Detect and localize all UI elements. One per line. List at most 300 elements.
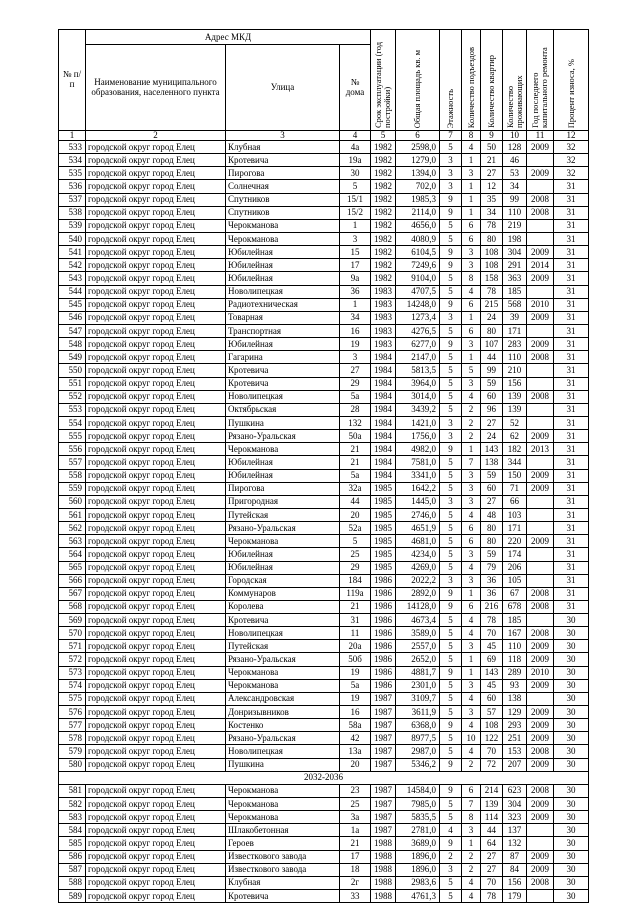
cell-floors: 5 [440,522,462,535]
cell-street: Черокманова [226,798,340,811]
cell-number: 574 [59,679,86,692]
cell-entrances: 4 [462,692,481,705]
cell-floors: 3 [440,311,462,324]
table-row [59,798,589,811]
cell-street: Пирогова [226,482,340,495]
cell-house: 5 [340,535,371,548]
cell-apartments: 70 [481,876,503,889]
cell-entrances: 8 [462,811,481,824]
cell-number: 560 [59,495,86,508]
cell-area: 2114,0 [396,206,440,219]
cell-municipality: городской округ город Елец [86,482,226,495]
cell-floors: 9 [440,206,462,219]
cell-apartments: 60 [481,482,503,495]
cell-wear: 31 [554,548,589,561]
cell-wear: 31 [554,600,589,613]
cell-wear: 32 [554,154,589,167]
cell-floors: 5 [440,798,462,811]
cell-entrances: 3 [462,246,481,259]
cell-number: 549 [59,351,86,364]
cell-year: 1987 [371,692,396,705]
cell-street: Пирогова [226,167,340,180]
cell-wear: 30 [554,745,589,758]
cell-year: 1983 [371,338,396,351]
cell-year: 1987 [371,706,396,719]
cell-house: 119а [340,587,371,600]
cell-apartments: 138 [481,456,503,469]
cell-house: 20 [340,508,371,521]
cell-residents: 129 [503,706,527,719]
cell-number: 584 [59,824,86,837]
cell-area: 702,0 [396,180,440,193]
cell-floors: 4 [440,824,462,837]
table-body-a [59,141,589,772]
cell-repair-year [527,403,554,416]
cell-apartments: 60 [481,390,503,403]
cell-repair-year: 2008 [527,390,554,403]
cell-residents: 99 [503,193,527,206]
cell-year: 1982 [371,259,396,272]
cell-street: Коммунаров [226,587,340,600]
cell-residents: 304 [503,246,527,259]
table-row [59,193,589,206]
cell-year: 1986 [371,587,396,600]
cell-residents: 323 [503,811,527,824]
cell-house: 19 [340,692,371,705]
cell-street: Новолипецкая [226,390,340,403]
cell-floors: 3 [440,574,462,587]
cell-residents: 128 [503,141,527,154]
cell-residents: 153 [503,745,527,758]
table-row [59,600,589,613]
cell-apartments: 108 [481,259,503,272]
cell-municipality: городской округ город Елец [86,259,226,272]
cell-number: 553 [59,403,86,416]
table-row [59,482,589,495]
cell-number: 580 [59,758,86,771]
cell-residents: 110 [503,640,527,653]
cell-house: 29 [340,561,371,574]
cell-number: 539 [59,219,86,232]
cell-area: 2781,0 [396,824,440,837]
cell-wear: 30 [554,653,589,666]
cell-year: 1987 [371,745,396,758]
cell-house: 50а [340,430,371,443]
cell-street: Кротевича [226,890,340,903]
cell-apartments: 45 [481,640,503,653]
cell-number: 578 [59,732,86,745]
cell-area: 1896,0 [396,850,440,863]
cell-wear: 31 [554,206,589,219]
cell-wear: 31 [554,193,589,206]
table-row [59,837,589,850]
cell-street: Черокманова [226,443,340,456]
cell-wear: 30 [554,784,589,797]
cell-area: 1279,0 [396,154,440,167]
table-row [59,364,589,377]
cell-number: 542 [59,259,86,272]
cell-apartments: 108 [481,719,503,732]
cell-residents: 283 [503,338,527,351]
cell-municipality: городской округ город Елец [86,850,226,863]
cell-wear: 31 [554,416,589,429]
cell-residents: 182 [503,443,527,456]
cell-wear: 31 [554,311,589,324]
cell-repair-year: 2009 [527,338,554,351]
cell-wear: 31 [554,561,589,574]
cell-area: 2652,0 [396,653,440,666]
cell-residents: 210 [503,364,527,377]
cell-wear: 30 [554,876,589,889]
cell-floors: 9 [440,338,462,351]
cell-area: 3109,7 [396,692,440,705]
cell-wear: 31 [554,482,589,495]
cell-area: 4234,0 [396,548,440,561]
cell-street: Кротевича [226,377,340,390]
cell-area: 4673,4 [396,614,440,627]
cell-house: 58а [340,719,371,732]
cell-house: 5а [340,390,371,403]
cell-apartments: 27 [481,863,503,876]
cell-residents: 206 [503,561,527,574]
table-row [59,232,589,245]
cell-entrances: 2 [462,403,481,416]
table-row [59,141,589,154]
cell-municipality: городской округ город Елец [86,890,226,903]
cell-repair-year: 2009 [527,167,554,180]
cell-wear: 31 [554,403,589,416]
cell-house: 29 [340,377,371,390]
cell-area: 1642,2 [396,482,440,495]
cell-repair-year: 2009 [527,850,554,863]
cell-street: Клубная [226,141,340,154]
table-body-b [59,784,589,902]
cell-wear: 31 [554,298,589,311]
cell-area: 1985,3 [396,193,440,206]
table-row [59,311,589,324]
cell-number: 533 [59,141,86,154]
cell-house: 3 [340,232,371,245]
cell-wear: 30 [554,679,589,692]
cell-municipality: городской округ город Елец [86,416,226,429]
table-row [59,338,589,351]
cell-number: 551 [59,377,86,390]
cell-area: 2598,0 [396,141,440,154]
cell-repair-year [527,614,554,627]
cell-repair-year: 2009 [527,482,554,495]
cell-area: 3014,0 [396,390,440,403]
cell-area: 3589,0 [396,627,440,640]
cell-wear: 30 [554,824,589,837]
table-row [59,627,589,640]
cell-residents: 156 [503,876,527,889]
cell-area: 9104,0 [396,272,440,285]
cell-number: 550 [59,364,86,377]
cell-entrances: 4 [462,719,481,732]
cell-wear: 31 [554,324,589,337]
cell-year: 1984 [371,469,396,482]
cell-area: 1394,0 [396,167,440,180]
cell-floors: 5 [440,876,462,889]
cell-year: 1986 [371,627,396,640]
cell-house: 15 [340,246,371,259]
cell-number: 587 [59,863,86,876]
cell-wear: 30 [554,640,589,653]
cell-street: Путейская [226,508,340,521]
cell-residents: 185 [503,285,527,298]
cell-number: 557 [59,456,86,469]
cell-municipality: городской округ город Елец [86,141,226,154]
cell-municipality: городской округ город Елец [86,311,226,324]
cell-apartments: 78 [481,614,503,627]
cell-area: 2987,0 [396,745,440,758]
cell-number: 573 [59,666,86,679]
cell-repair-year: 2009 [527,430,554,443]
cell-floors: 2 [440,850,462,863]
cell-street: Гагарина [226,351,340,364]
cell-entrances: 8 [462,272,481,285]
cell-floors: 9 [440,298,462,311]
cell-year: 1984 [371,443,396,456]
cell-number: 562 [59,522,86,535]
cell-house: 23 [340,784,371,797]
table-row [59,548,589,561]
cell-house: 5а [340,469,371,482]
cell-wear: 30 [554,811,589,824]
cell-year: 1985 [371,495,396,508]
cell-year: 1984 [371,430,396,443]
cell-municipality: городской округ город Елец [86,837,226,850]
cell-apartments: 70 [481,745,503,758]
cell-municipality: городской округ город Елец [86,364,226,377]
cell-area: 4881,7 [396,666,440,679]
cell-floors: 5 [440,377,462,390]
cell-apartments: 44 [481,351,503,364]
cell-repair-year: 2008 [527,784,554,797]
cell-street: Костенко [226,719,340,732]
cell-apartments: 60 [481,692,503,705]
column-index-cell: 10 [503,131,527,141]
cell-repair-year: 2009 [527,246,554,259]
column-index-cell: 11 [527,131,554,141]
cell-house: 15/2 [340,206,371,219]
cell-repair-year [527,508,554,521]
cell-wear: 32 [554,141,589,154]
cell-repair-year: 2009 [527,272,554,285]
cell-number: 572 [59,653,86,666]
cell-floors: 5 [440,640,462,653]
cell-entrances: 6 [462,784,481,797]
cell-wear: 31 [554,508,589,521]
cell-floors: 5 [440,232,462,245]
table-row [59,456,589,469]
cell-municipality: городской округ город Елец [86,232,226,245]
cell-floors: 5 [440,653,462,666]
cell-repair-year: 2008 [527,193,554,206]
cell-residents: 118 [503,653,527,666]
cell-number: 569 [59,614,86,627]
table-row [59,180,589,193]
cell-wear: 31 [554,495,589,508]
cell-area: 1445,0 [396,495,440,508]
cell-area: 3964,0 [396,377,440,390]
cell-year: 1982 [371,206,396,219]
cell-wear: 30 [554,837,589,850]
cell-year: 1985 [371,508,396,521]
cell-street: Рязано-Уральская [226,430,340,443]
cell-street: Октябрьская [226,403,340,416]
cell-area: 2022,2 [396,574,440,587]
cell-floors: 5 [440,272,462,285]
cell-apartments: 78 [481,890,503,903]
cell-number: 583 [59,811,86,824]
table-row [59,692,589,705]
cell-street: Рязано-Уральская [226,522,340,535]
cell-house: 21 [340,443,371,456]
cell-residents: 304 [503,798,527,811]
cell-street: Новолипецкая [226,745,340,758]
cell-floors: 9 [440,719,462,732]
cell-residents: 171 [503,324,527,337]
cell-street: Юбилейная [226,246,340,259]
cell-area: 2301,0 [396,679,440,692]
cell-area: 7581,0 [396,456,440,469]
cell-street: Транспортная [226,324,340,337]
cell-area: 4681,0 [396,535,440,548]
cell-apartments: 108 [481,246,503,259]
cell-floors: 5 [440,324,462,337]
cell-apartments: 78 [481,285,503,298]
cell-number: 554 [59,416,86,429]
cell-area: 3611,9 [396,706,440,719]
cell-municipality: городской округ город Елец [86,298,226,311]
cell-year: 1987 [371,824,396,837]
cell-repair-year: 2008 [527,351,554,364]
cell-year: 1982 [371,180,396,193]
cell-wear: 30 [554,863,589,876]
cell-entrances: 4 [462,745,481,758]
cell-residents: 344 [503,456,527,469]
cell-repair-year [527,154,554,167]
cell-wear: 30 [554,798,589,811]
cell-street: Донризывников [226,706,340,719]
cell-street: Юбилейная [226,561,340,574]
cell-apartments: 24 [481,311,503,324]
cell-year: 1988 [371,876,396,889]
cell-area: 4707,5 [396,285,440,298]
cell-repair-year: 2009 [527,719,554,732]
cell-municipality: городской округ город Елец [86,614,226,627]
column-index-cell: 4 [340,131,371,141]
cell-street: Рязано-Уральская [226,732,340,745]
cell-apartments: 27 [481,167,503,180]
cell-house: 20 [340,758,371,771]
cell-residents: 363 [503,272,527,285]
table-row [59,719,589,732]
cell-year: 1985 [371,482,396,495]
cell-entrances: 7 [462,456,481,469]
cell-year: 1984 [371,403,396,416]
cell-street: Кротевича [226,364,340,377]
cell-house: 184 [340,574,371,587]
cell-number: 571 [59,640,86,653]
cell-municipality: городской округ город Елец [86,798,226,811]
cell-wear: 31 [554,574,589,587]
cell-repair-year [527,232,554,245]
cell-municipality: городской округ город Елец [86,692,226,705]
cell-house: 28 [340,403,371,416]
cell-year: 1987 [371,732,396,745]
table-row [59,469,589,482]
cell-street: Черокманова [226,219,340,232]
cell-entrances: 2 [462,430,481,443]
cell-municipality: городской округ город Елец [86,456,226,469]
cell-floors: 3 [440,863,462,876]
cell-area: 3689,0 [396,837,440,850]
table-row [59,508,589,521]
cell-house: 42 [340,732,371,745]
cell-apartments: 27 [481,416,503,429]
cell-year: 1986 [371,614,396,627]
cell-street: Кротевича [226,154,340,167]
cell-house: 3 [340,351,371,364]
column-index-cell: 5 [371,131,396,141]
cell-entrances: 3 [462,706,481,719]
cell-house: 50б [340,653,371,666]
cell-area: 6277,0 [396,338,440,351]
cell-entrances: 4 [462,876,481,889]
cell-municipality: городской округ город Елец [86,324,226,337]
cell-entrances: 7 [462,798,481,811]
cell-municipality: городской округ город Елец [86,338,226,351]
cell-entrances: 1 [462,351,481,364]
cell-apartments: 36 [481,587,503,600]
cell-apartments: 96 [481,403,503,416]
cell-area: 4982,0 [396,443,440,456]
table-row [59,430,589,443]
cell-repair-year: 2008 [527,627,554,640]
col-build-year-header: Срок эксплуатации (год постройки) [371,30,396,131]
table-row [59,154,589,167]
cell-floors: 5 [440,614,462,627]
cell-entrances: 10 [462,732,481,745]
cell-year: 1987 [371,758,396,771]
cell-repair-year: 2009 [527,311,554,324]
table-row [59,522,589,535]
cell-residents: 179 [503,890,527,903]
cell-floors: 5 [440,285,462,298]
cell-wear: 32 [554,167,589,180]
cell-municipality: городской округ город Елец [86,193,226,206]
cell-house: 25 [340,798,371,811]
cell-residents: 132 [503,837,527,850]
cell-house: 13а [340,745,371,758]
cell-municipality: городской округ город Елец [86,811,226,824]
cell-municipality: городской округ город Елец [86,180,226,193]
cell-residents: 110 [503,206,527,219]
cell-apartments: 24 [481,430,503,443]
cell-year: 1982 [371,154,396,167]
cell-street: Товарная [226,311,340,324]
cell-repair-year: 2014 [527,259,554,272]
table-row [59,495,589,508]
cell-year: 1988 [371,837,396,850]
cell-municipality: городской округ город Елец [86,522,226,535]
cell-residents: 207 [503,758,527,771]
cell-floors: 5 [440,706,462,719]
cell-municipality: городской округ город Елец [86,246,226,259]
cell-residents: 67 [503,587,527,600]
